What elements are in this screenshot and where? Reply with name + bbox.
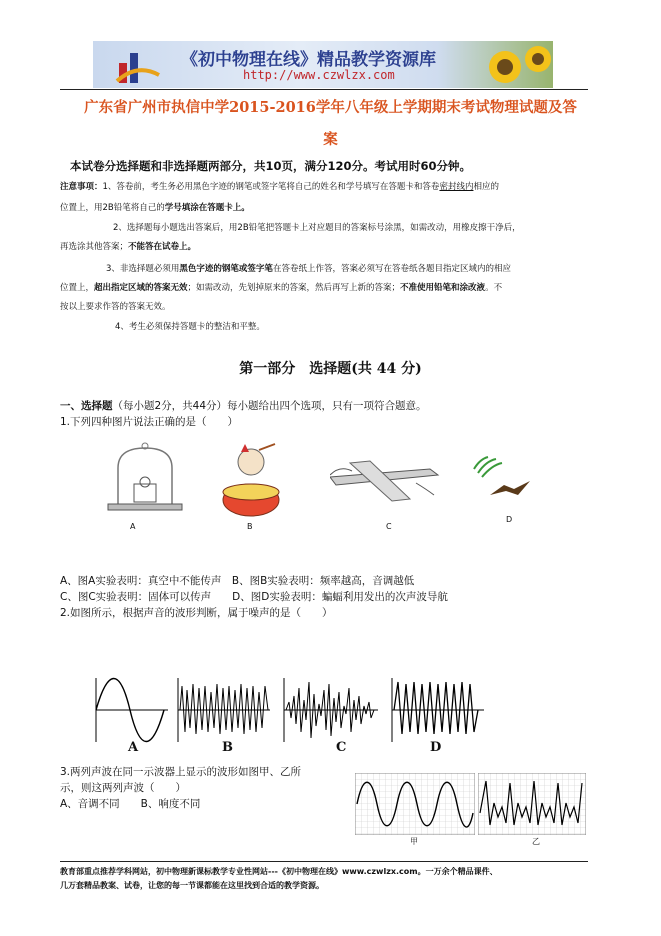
- exam-intro: 本试卷分选择题和非选择题两部分，共10页，满分120分。考试用时60分钟。: [70, 159, 472, 173]
- site-logo: [113, 45, 161, 85]
- q2-stem: 2.如图所示，根据声音的波形判断，属于噪声的是（ ）: [60, 607, 333, 619]
- sunflower-icon: [483, 41, 553, 88]
- note-1-cont-text: 位置上，用2B铅笔将自己的: [60, 203, 165, 213]
- note-2-cont-text: 再选涂其他答案；: [60, 242, 129, 252]
- banner-title: 《初中物理在线》精品教学资源库: [181, 50, 436, 70]
- section-intro-bold: 一、选择题: [60, 400, 113, 412]
- header-rule: [60, 89, 588, 90]
- note-1: [60, 180, 600, 194]
- note-3-text-end: 在答卷纸上作答，答案必须写在答卷纸各题目指定区域内的相应: [272, 264, 511, 274]
- q1-stem: 1.下列四种图片说法正确的是（ ）: [60, 416, 239, 428]
- note-2-cont: [60, 240, 196, 254]
- oscilloscope-jia: [355, 773, 475, 835]
- note-3-cont-b: ；如需改动，先划掉原来的答案，然后再写上新的答案；: [187, 283, 401, 293]
- footer-line-1: 教育部重点推荐学科网站，初中物理新课标教学专业性网站---《初中物理在线》www.czwlzx.com。一万余个精品课件、: [60, 867, 498, 876]
- note-2-text-b: 每小题选出答案后，用2B铅笔把答题卡上对应题目的答案标号涂黑，如需改动，用橡皮擦干净后，: [152, 223, 521, 233]
- note-2-cont-bold: 不能答在试卷上。: [128, 242, 197, 252]
- note-3-cont-a: 位置上，: [60, 283, 95, 293]
- section-intro-text: （每小题2分，共44分）每小题给出四个选项，只有一项符合题意。: [112, 400, 427, 412]
- bat-figure: [470, 455, 540, 500]
- note-2: [113, 221, 521, 235]
- note-3-cont: [60, 281, 502, 295]
- footer-rule: [60, 861, 588, 862]
- note-3-text: 3、非选择题必须用: [106, 264, 180, 274]
- waveform-b: [178, 678, 270, 742]
- section-intro: [60, 398, 427, 413]
- q3-options: A、音调不同 B、响度不同: [60, 798, 201, 810]
- note-3-end: 按以上要求作答的答案无效。: [60, 302, 171, 312]
- wave-label-b: B: [222, 740, 233, 755]
- drum-boy-figure: [215, 442, 290, 520]
- note-3-cont-bold: 超出指定区域的答案无效: [94, 283, 188, 293]
- q3-stem-1: 3.两列声波在同一示波器上显示的波形如图甲、乙所: [60, 766, 302, 778]
- oscilloscope-yi: [478, 773, 586, 835]
- ruler-table-figure: [330, 455, 440, 505]
- note-3-cont-bold2: 不准使用铅笔和涂改液: [400, 283, 486, 293]
- note-1-cont-bold: 学号填涂在答题卡上。: [164, 203, 250, 213]
- fig-label-d: D: [506, 515, 513, 524]
- fig-label-b: B: [247, 522, 253, 531]
- note-1-underline: 密封线内: [439, 182, 474, 192]
- waveform-figures: [88, 670, 498, 750]
- wave-label-c: C: [336, 740, 347, 755]
- footer-line-2: 几万套精品教案、试卷，让您的每一节课都能在这里找到合适的教学资源。: [60, 881, 324, 890]
- note-1-cont: [60, 201, 250, 215]
- note-1-text-end: 相应的: [473, 182, 499, 192]
- waveform-c: [284, 678, 378, 742]
- note-4: 4、考生必须保持答题卡的整洁和平整。: [115, 322, 265, 332]
- q3-stem-2: 示，则这两列声波（ ）: [60, 782, 186, 794]
- header-banner: [93, 41, 553, 88]
- note-2-text: 2、选择题: [113, 223, 153, 233]
- osc-label-yi: 乙: [532, 837, 540, 846]
- notes-label: 注意事项：: [60, 182, 103, 192]
- bell-jar-figure: [100, 442, 190, 520]
- note-1-text: 1、答卷前，考生务必用黑色字迹的钢笔或签字笔将自己的姓名和学号填写在答题卡和答卷: [102, 182, 440, 192]
- q1-options-ab: A、图A实验表明：真空中不能传声 B、图B实验表明：频率越高，音调越低: [60, 575, 415, 587]
- fig-label-a: A: [130, 522, 136, 531]
- wave-label-d: D: [430, 740, 442, 755]
- banner-url: http://www.czwlzx.com: [243, 68, 395, 82]
- wave-label-a: A: [128, 740, 139, 755]
- osc-label-jia: 甲: [410, 837, 418, 846]
- q1-options-cd: C、图C实验表明：固体可以传声 D、图D实验表明：蝙蝠利用发出的次声波导航: [60, 591, 448, 603]
- doc-title-line1: 广东省广州市执信中学2015-2016学年八年级上学期期末考试物理试题及答: [84, 99, 577, 116]
- note-3-bold: 黑色字迹的钢笔或签字笔: [179, 264, 273, 274]
- waveform-d: [392, 678, 484, 742]
- doc-title-line2: 案: [323, 131, 338, 148]
- note-3-cont-c: 。不: [485, 283, 503, 293]
- waveform-a: [96, 678, 168, 742]
- note-3: [106, 262, 511, 276]
- section-heading: 第一部分 选择题(共 44 分): [239, 361, 422, 377]
- fig-label-c: C: [386, 522, 392, 531]
